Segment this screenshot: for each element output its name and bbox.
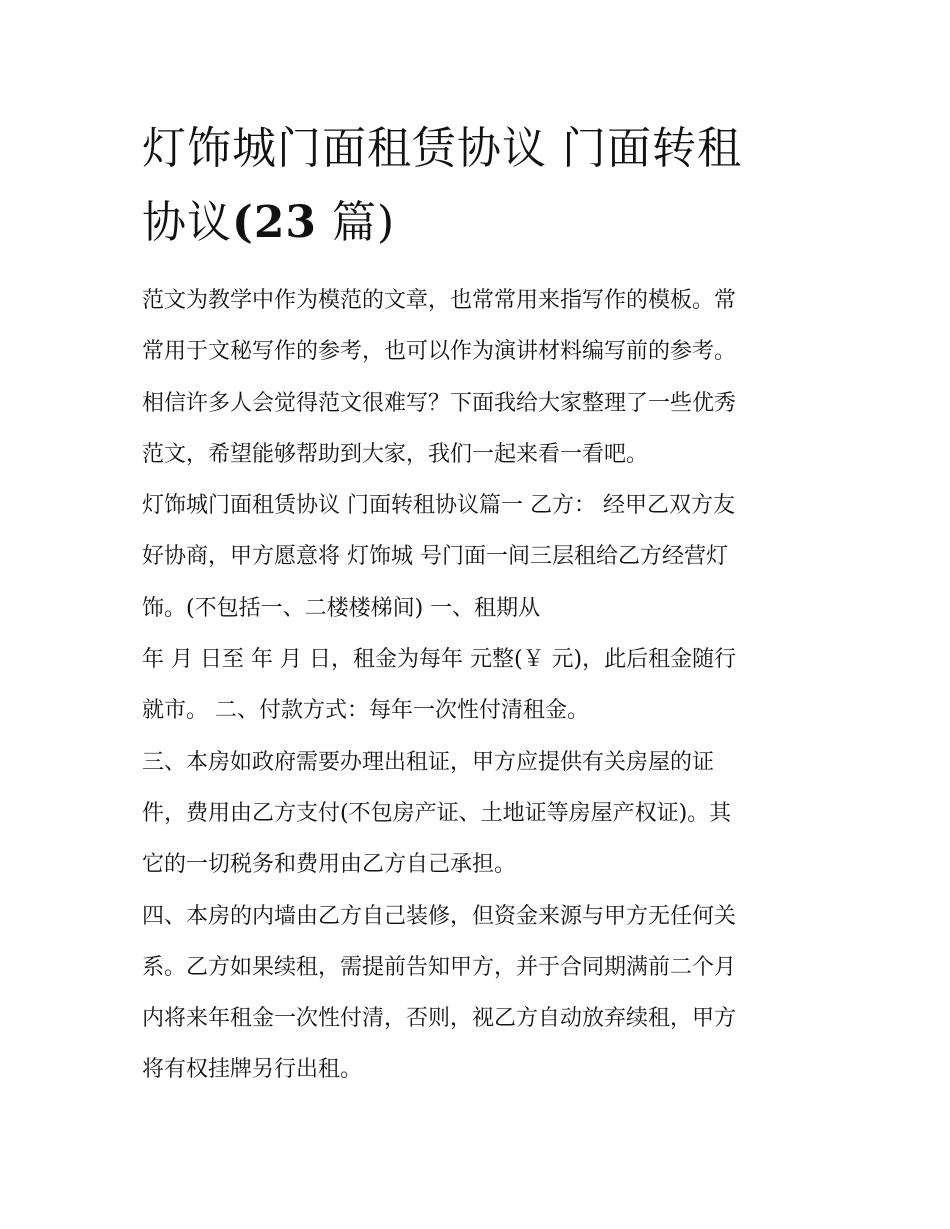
title-line-1: 灯饰城门面租赁协议 门面转租 <box>142 123 742 174</box>
text-line: 灯饰城门面租赁协议 门面转租协议篇一 乙方： 经甲乙双方友 <box>142 493 735 519</box>
text-line: 饰。(不包括一、二楼楼梯间) 一、租期从 <box>142 595 541 621</box>
title-line-2-text: 协议 <box>142 197 232 248</box>
text-line: 件，费用由乙方支付(不包房产证、土地证等房屋产权证)。其 <box>142 800 732 826</box>
document-body <box>142 282 822 1103</box>
text-line: 系。乙方如果续租，需提前告知甲方，并于合同期满前二个月 <box>142 954 737 980</box>
text-line: 内将来年租金一次性付清，否则，视乙方自动放弃续租，甲方 <box>142 1006 737 1032</box>
title-line-2 <box>142 186 822 260</box>
text-line: 它的一切税务和费用由乙方自己承担。 <box>142 852 517 878</box>
text-line: 三、本房如政府需要办理出租证，甲方应提供有关房屋的证 <box>142 749 715 775</box>
text-line: 年 月 日至 年 月 日，租金为每年 元整(￥ 元)，此后租金随行 <box>142 647 737 673</box>
title-count: (23 <box>232 197 318 248</box>
text-line: 好协商，甲方愿意将 灯饰城 号门面一间三层租给乙方经营灯 <box>142 544 728 570</box>
text-line: 四、本房的内墙由乙方自己装修，但资金来源与甲方无任何关 <box>142 903 737 929</box>
text-line: 将有权挂牌另行出租。 <box>142 1057 363 1083</box>
title-count-suffix: 篇) <box>317 197 396 248</box>
text-line: 范文，希望能够帮助到大家，我们一起来看一看吧。 <box>142 441 649 467</box>
text-line: 就市。 二、付款方式：每年一次性付清租金。 <box>142 698 589 724</box>
text-line: 相信许多人会觉得范文很难写？下面我给大家整理了一些优秀 <box>142 390 737 416</box>
page-title <box>142 112 822 260</box>
text-line: 常用于文秘写作的参考，也可以作为演讲材料编写前的参考。 <box>142 339 737 365</box>
text-line: 范文为教学中作为模范的文章，也常常用来指写作的模板。常 <box>142 288 737 313</box>
